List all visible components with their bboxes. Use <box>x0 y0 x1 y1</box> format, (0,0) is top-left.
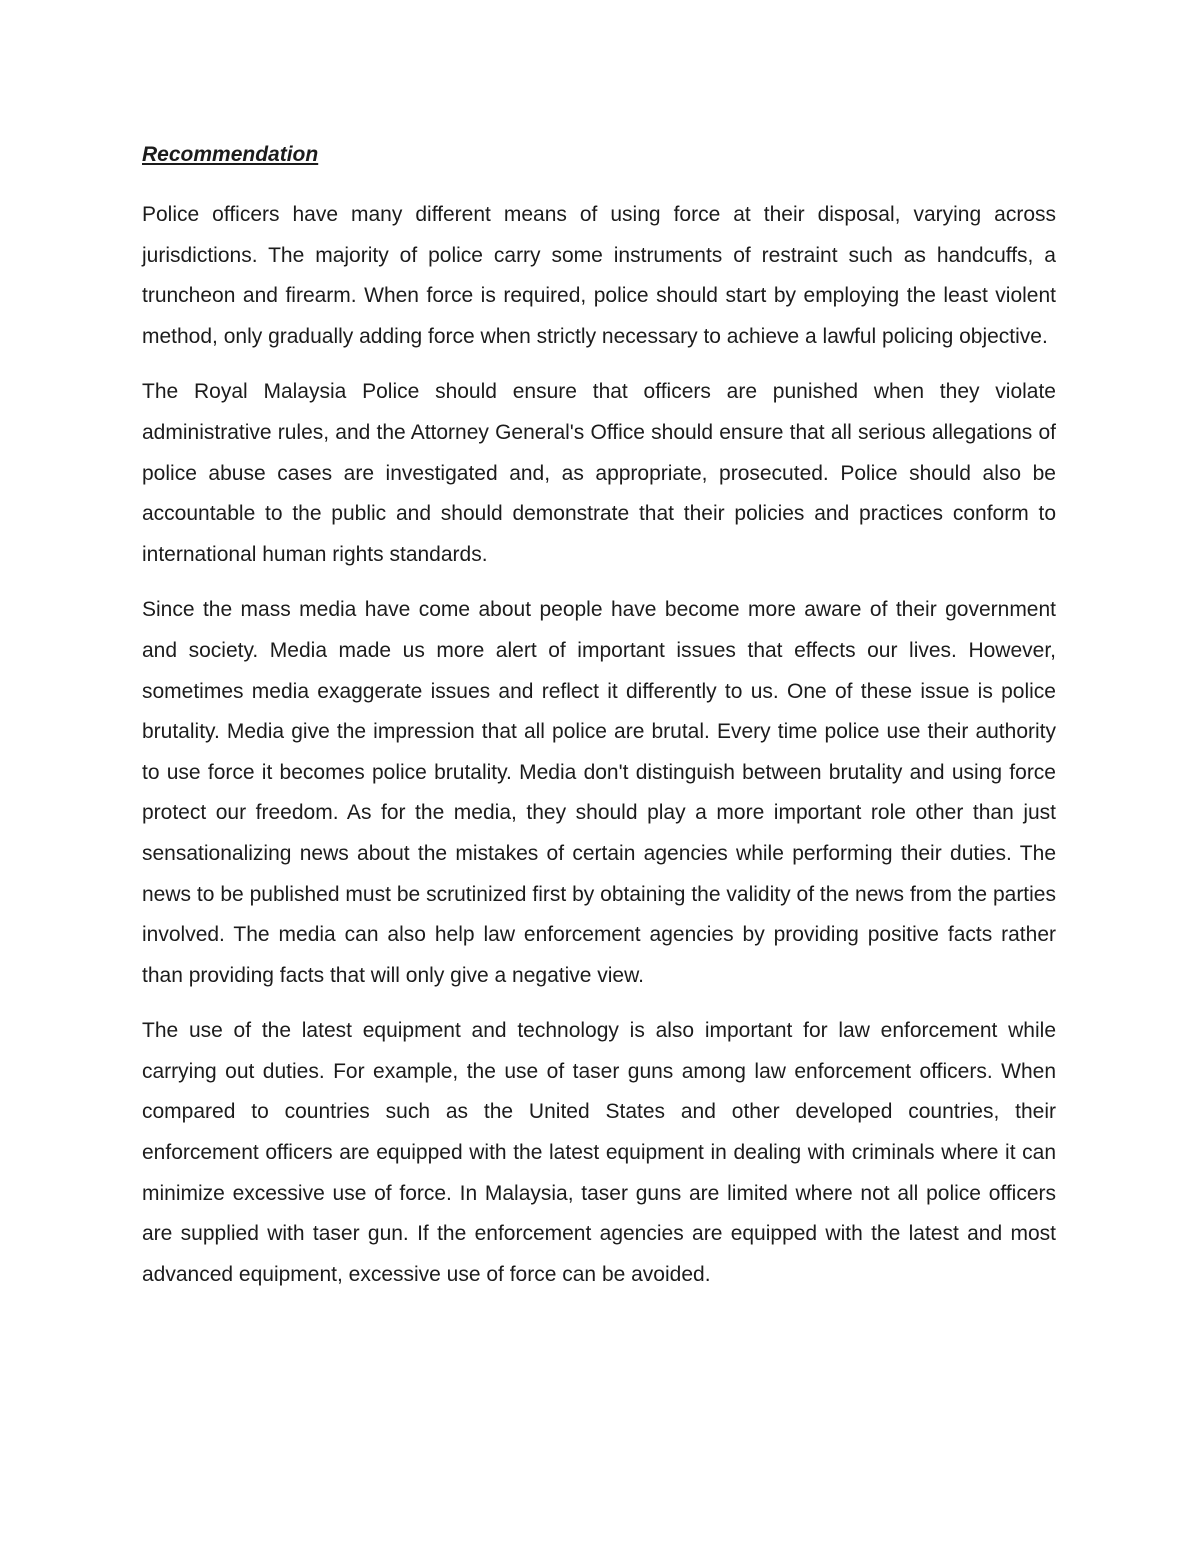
document-body <box>142 140 1056 1310</box>
paragraph-accountability: The Royal Malaysia Police should ensure that officers are punished when they violate administrative rules, and the Attorney General's Office should ensure that all serious allegations of police abuse cases are investigated and, as appropriate, prosecuted. Police should also be accountable to the public and should demonstrate that their policies and practices conform to international human rights standards. <box>142 380 1056 566</box>
paragraph-equipment: The use of the latest equipment and technology is also important for law enforcement while carrying out duties. For example, the use of taser guns among law enforcement officers. When compared to countries such as the United States and other developed countries, their enforcement officers are equipped with the latest equipment in dealing with criminals where it can minimize excessive use of force. In Malaysia, taser guns are limited where not all police officers are supplied with taser gun. If the enforcement agencies are equipped with the latest and most advanced equipment, excessive use of force can be avoided. <box>142 1019 1056 1286</box>
paragraph-use-of-force: Police officers have many different means of using force at their disposal, varying across jurisdictions. The majority of police carry some instruments of restraint such as handcuffs, a truncheon and firearm. When force is required, police should start by employing the least violent method, only gradually adding force when strictly necessary to achieve a lawful policing objective. <box>142 203 1056 348</box>
paragraph-media: Since the mass media have come about people have become more aware of their government and society. Media made us more alert of important issues that effects our lives. However, sometimes media exaggerate issues and reflect it differently to us. One of these issue is police brutality. Media give the impression that all police are brutal. Every time police use their authority to use force it becomes police brutality. Media don't distinguish between brutality and using force protect our freedom. As for the media, they should play a more important role other than just sensationalizing news about the mistakes of certain agencies while performing their duties. The news to be published must be scrutinized first by obtaining the validity of the news from the parties involved. The media can also help law enforcement agencies by providing positive facts rather than providing facts that will only give a negative view. <box>142 598 1056 987</box>
section-heading: Recommendation <box>142 143 319 166</box>
